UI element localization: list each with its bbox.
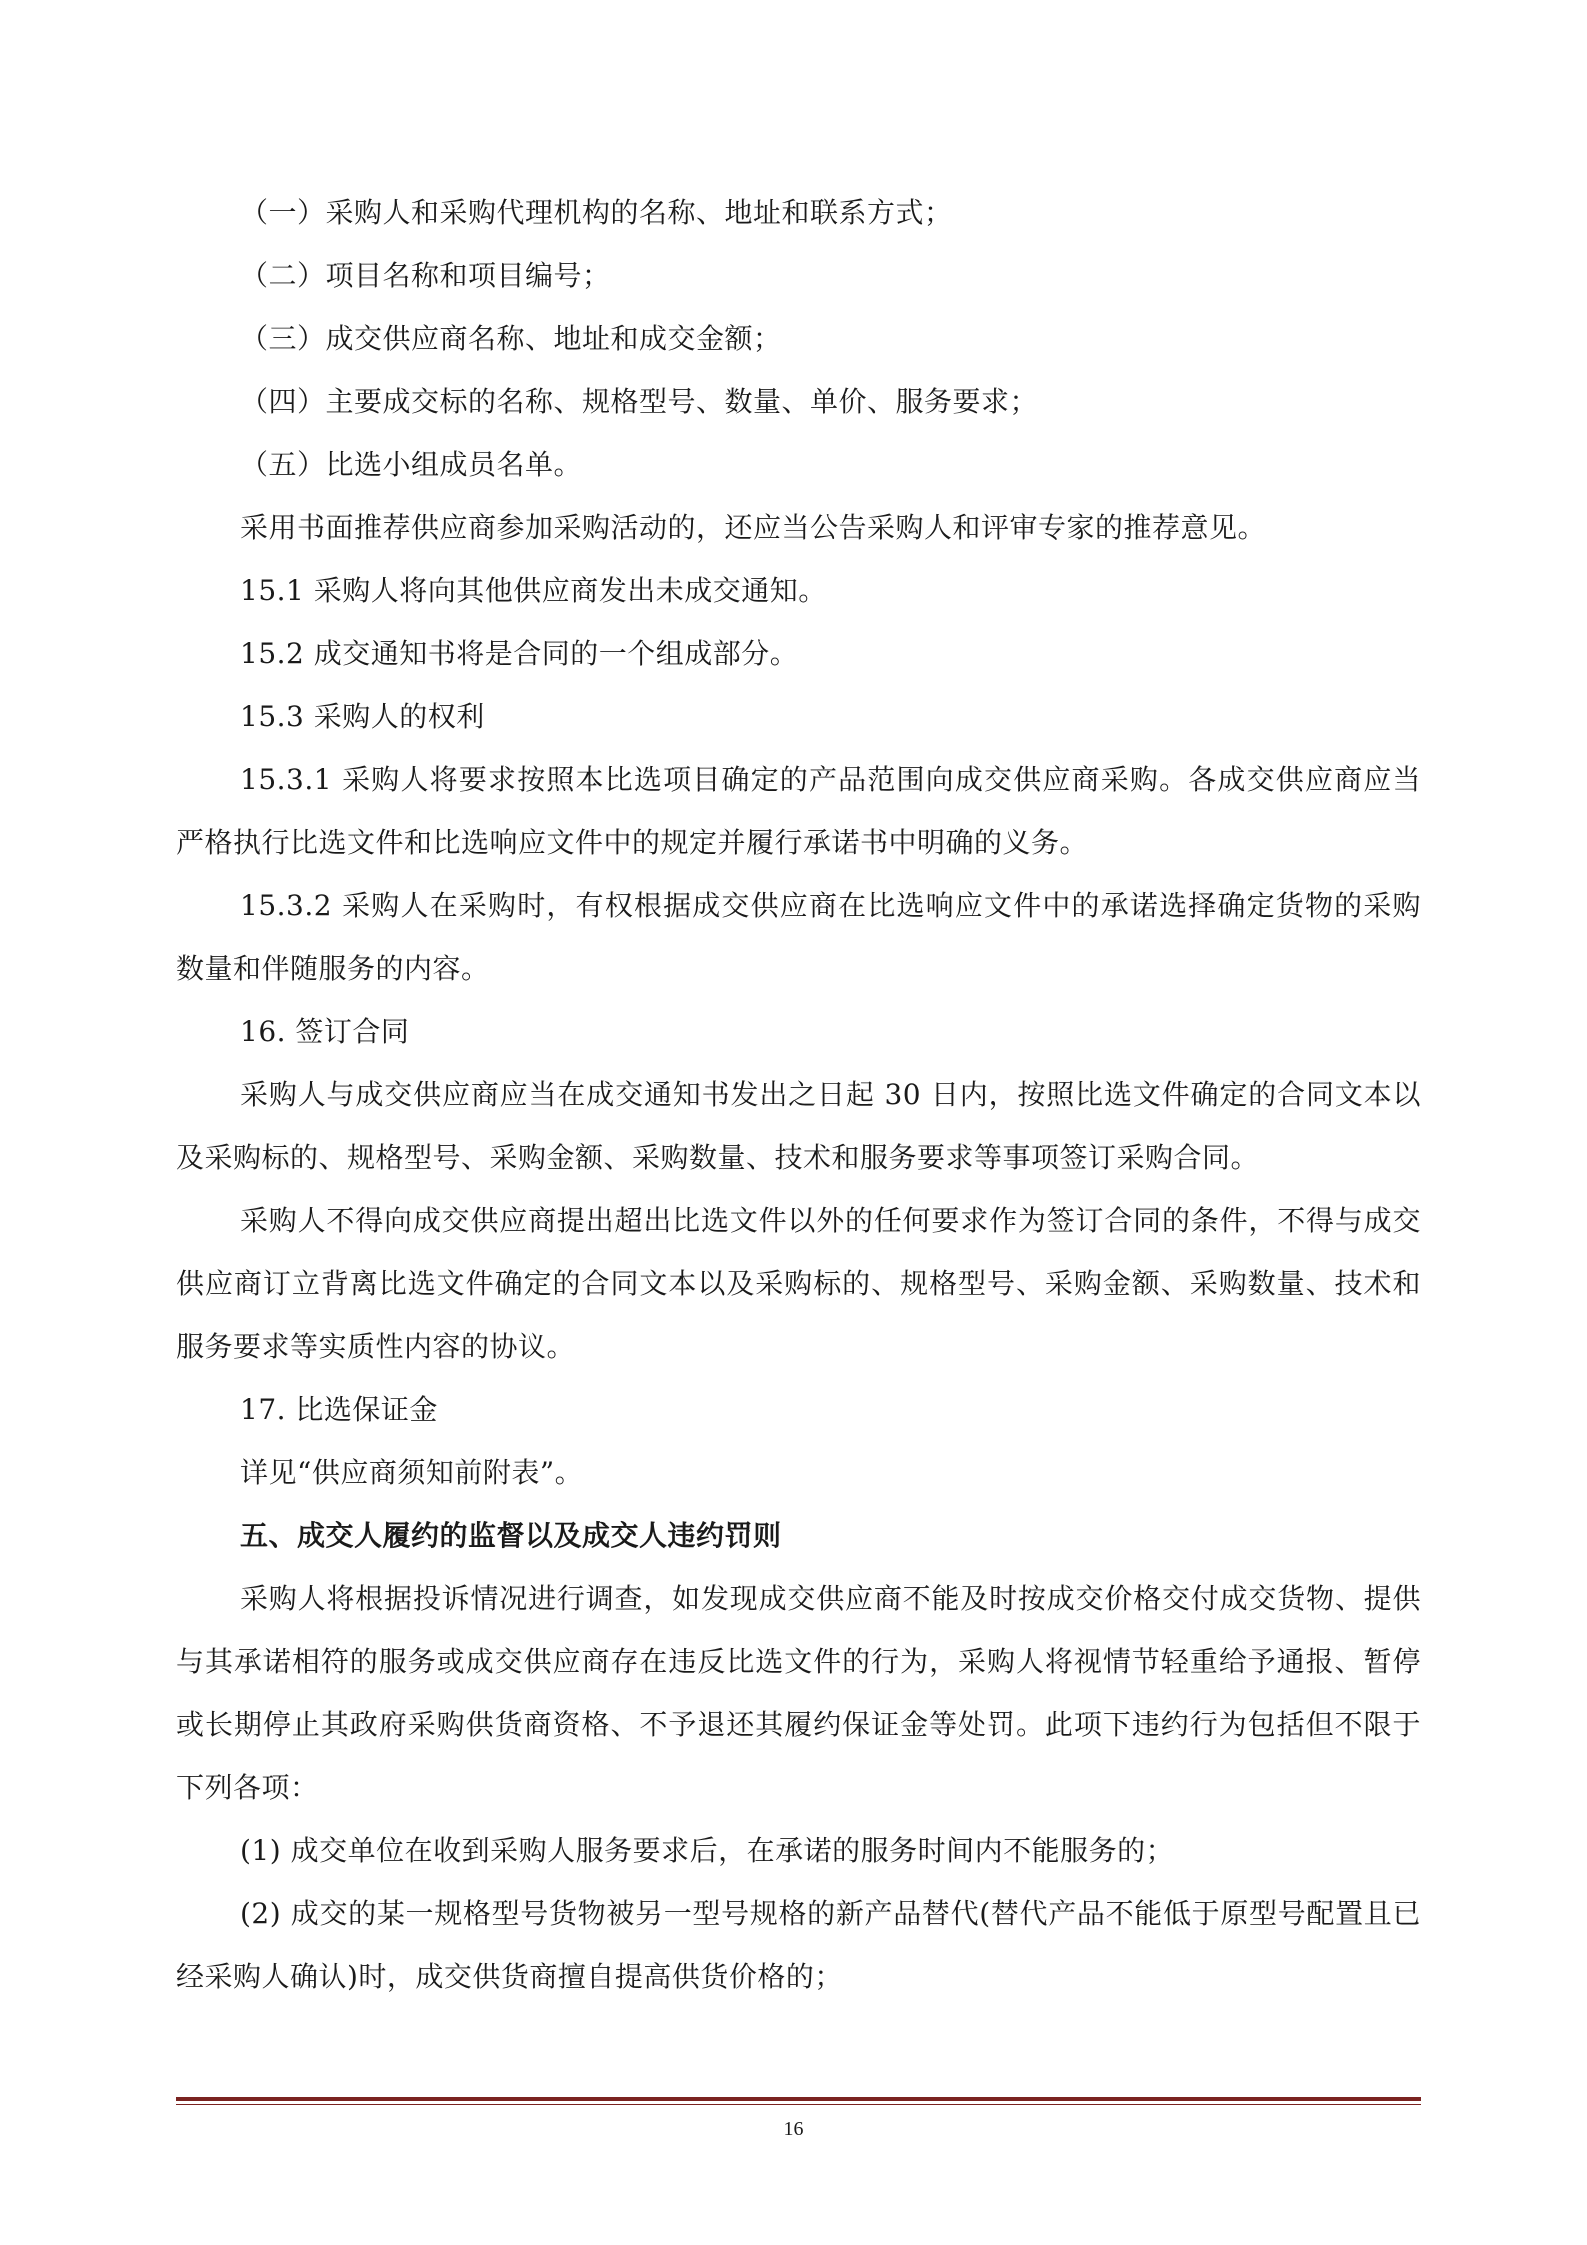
page-number: 16 xyxy=(783,2118,804,2140)
clause-15-3-2: 15.3.2 采购人在采购时，有权根据成交供应商在比选响应文件中的承诺选择确定货物的采购数量和伴随服务的内容。 xyxy=(176,889,1421,985)
list-item: （四）主要成交标的名称、规格型号、数量、单价、服务要求； xyxy=(240,385,1039,418)
list-item: （五）比选小组成员名单。 xyxy=(240,448,583,481)
paragraph: 采购人将根据投诉情况进行调查，如发现成交供应商不能及时按成交价格交付成交货物、提供与其承诺相符的服务或成交供应商存在违反比选文件的行为，采购人将视情节轻重给予通报、暂停或长期停止其政府采购供货商资格、不予退还其履约保证金等处罚。此项下违约行为包括但不限于下列各项： xyxy=(176,1582,1421,1804)
clause-15-3-1: 15.3.1 采购人将要求按照本比选项目确定的产品范围向成交供应商采购。各成交供应商应当严格执行比选文件和比选响应文件中的规定并履行承诺书中明确的义务。 xyxy=(176,763,1421,859)
paragraph: 采购人不得向成交供应商提出超出比选文件以外的任何要求作为签订合同的条件，不得与成交供应商订立背离比选文件确定的合同文本以及采购标的、规格型号、采购金额、采购数量、技术和服务要求等实质性内容的协议。 xyxy=(176,1204,1421,1363)
footer-divider xyxy=(176,2097,1421,2101)
list-item: (2) 成交的某一规格型号货物被另一型号规格的新产品替代(替代产品不能低于原型号配置且已经采购人确认)时，成交供货商擅自提高供货价格的； xyxy=(176,1897,1421,1993)
footer-divider-thin xyxy=(176,2104,1421,2105)
clause-15-2: 15.2 成交通知书将是合同的一个组成部分。 xyxy=(240,637,799,670)
list-item: （一）采购人和采购代理机构的名称、地址和联系方式； xyxy=(240,196,953,229)
paragraph: 详见“供应商须知前附表”。 xyxy=(240,1456,584,1489)
clause-15-1: 15.1 采购人将向其他供应商发出未成交通知。 xyxy=(240,574,827,607)
section-heading-5: 五、成交人履约的监督以及成交人违约罚则 xyxy=(240,1519,782,1552)
list-item: (1) 成交单位在收到采购人服务要求后，在承诺的服务时间内不能服务的； xyxy=(240,1834,1175,1867)
section-16-title: 16. 签订合同 xyxy=(240,1015,410,1048)
clause-15-3: 15.3 采购人的权利 xyxy=(240,700,485,733)
section-17-title: 17. 比选保证金 xyxy=(240,1393,438,1426)
document-body xyxy=(176,181,1421,2008)
list-item: （二）项目名称和项目编号； xyxy=(240,259,611,292)
paragraph: 采用书面推荐供应商参加采购活动的，还应当公告采购人和评审专家的推荐意见。 xyxy=(240,511,1267,544)
paragraph: 采购人与成交供应商应当在成交通知书发出之日起 30 日内，按照比选文件确定的合同文本以及采购标的、规格型号、采购金额、采购数量、技术和服务要求等事项签订采购合同。 xyxy=(176,1078,1421,1174)
list-item: （三）成交供应商名称、地址和成交金额； xyxy=(240,322,782,355)
